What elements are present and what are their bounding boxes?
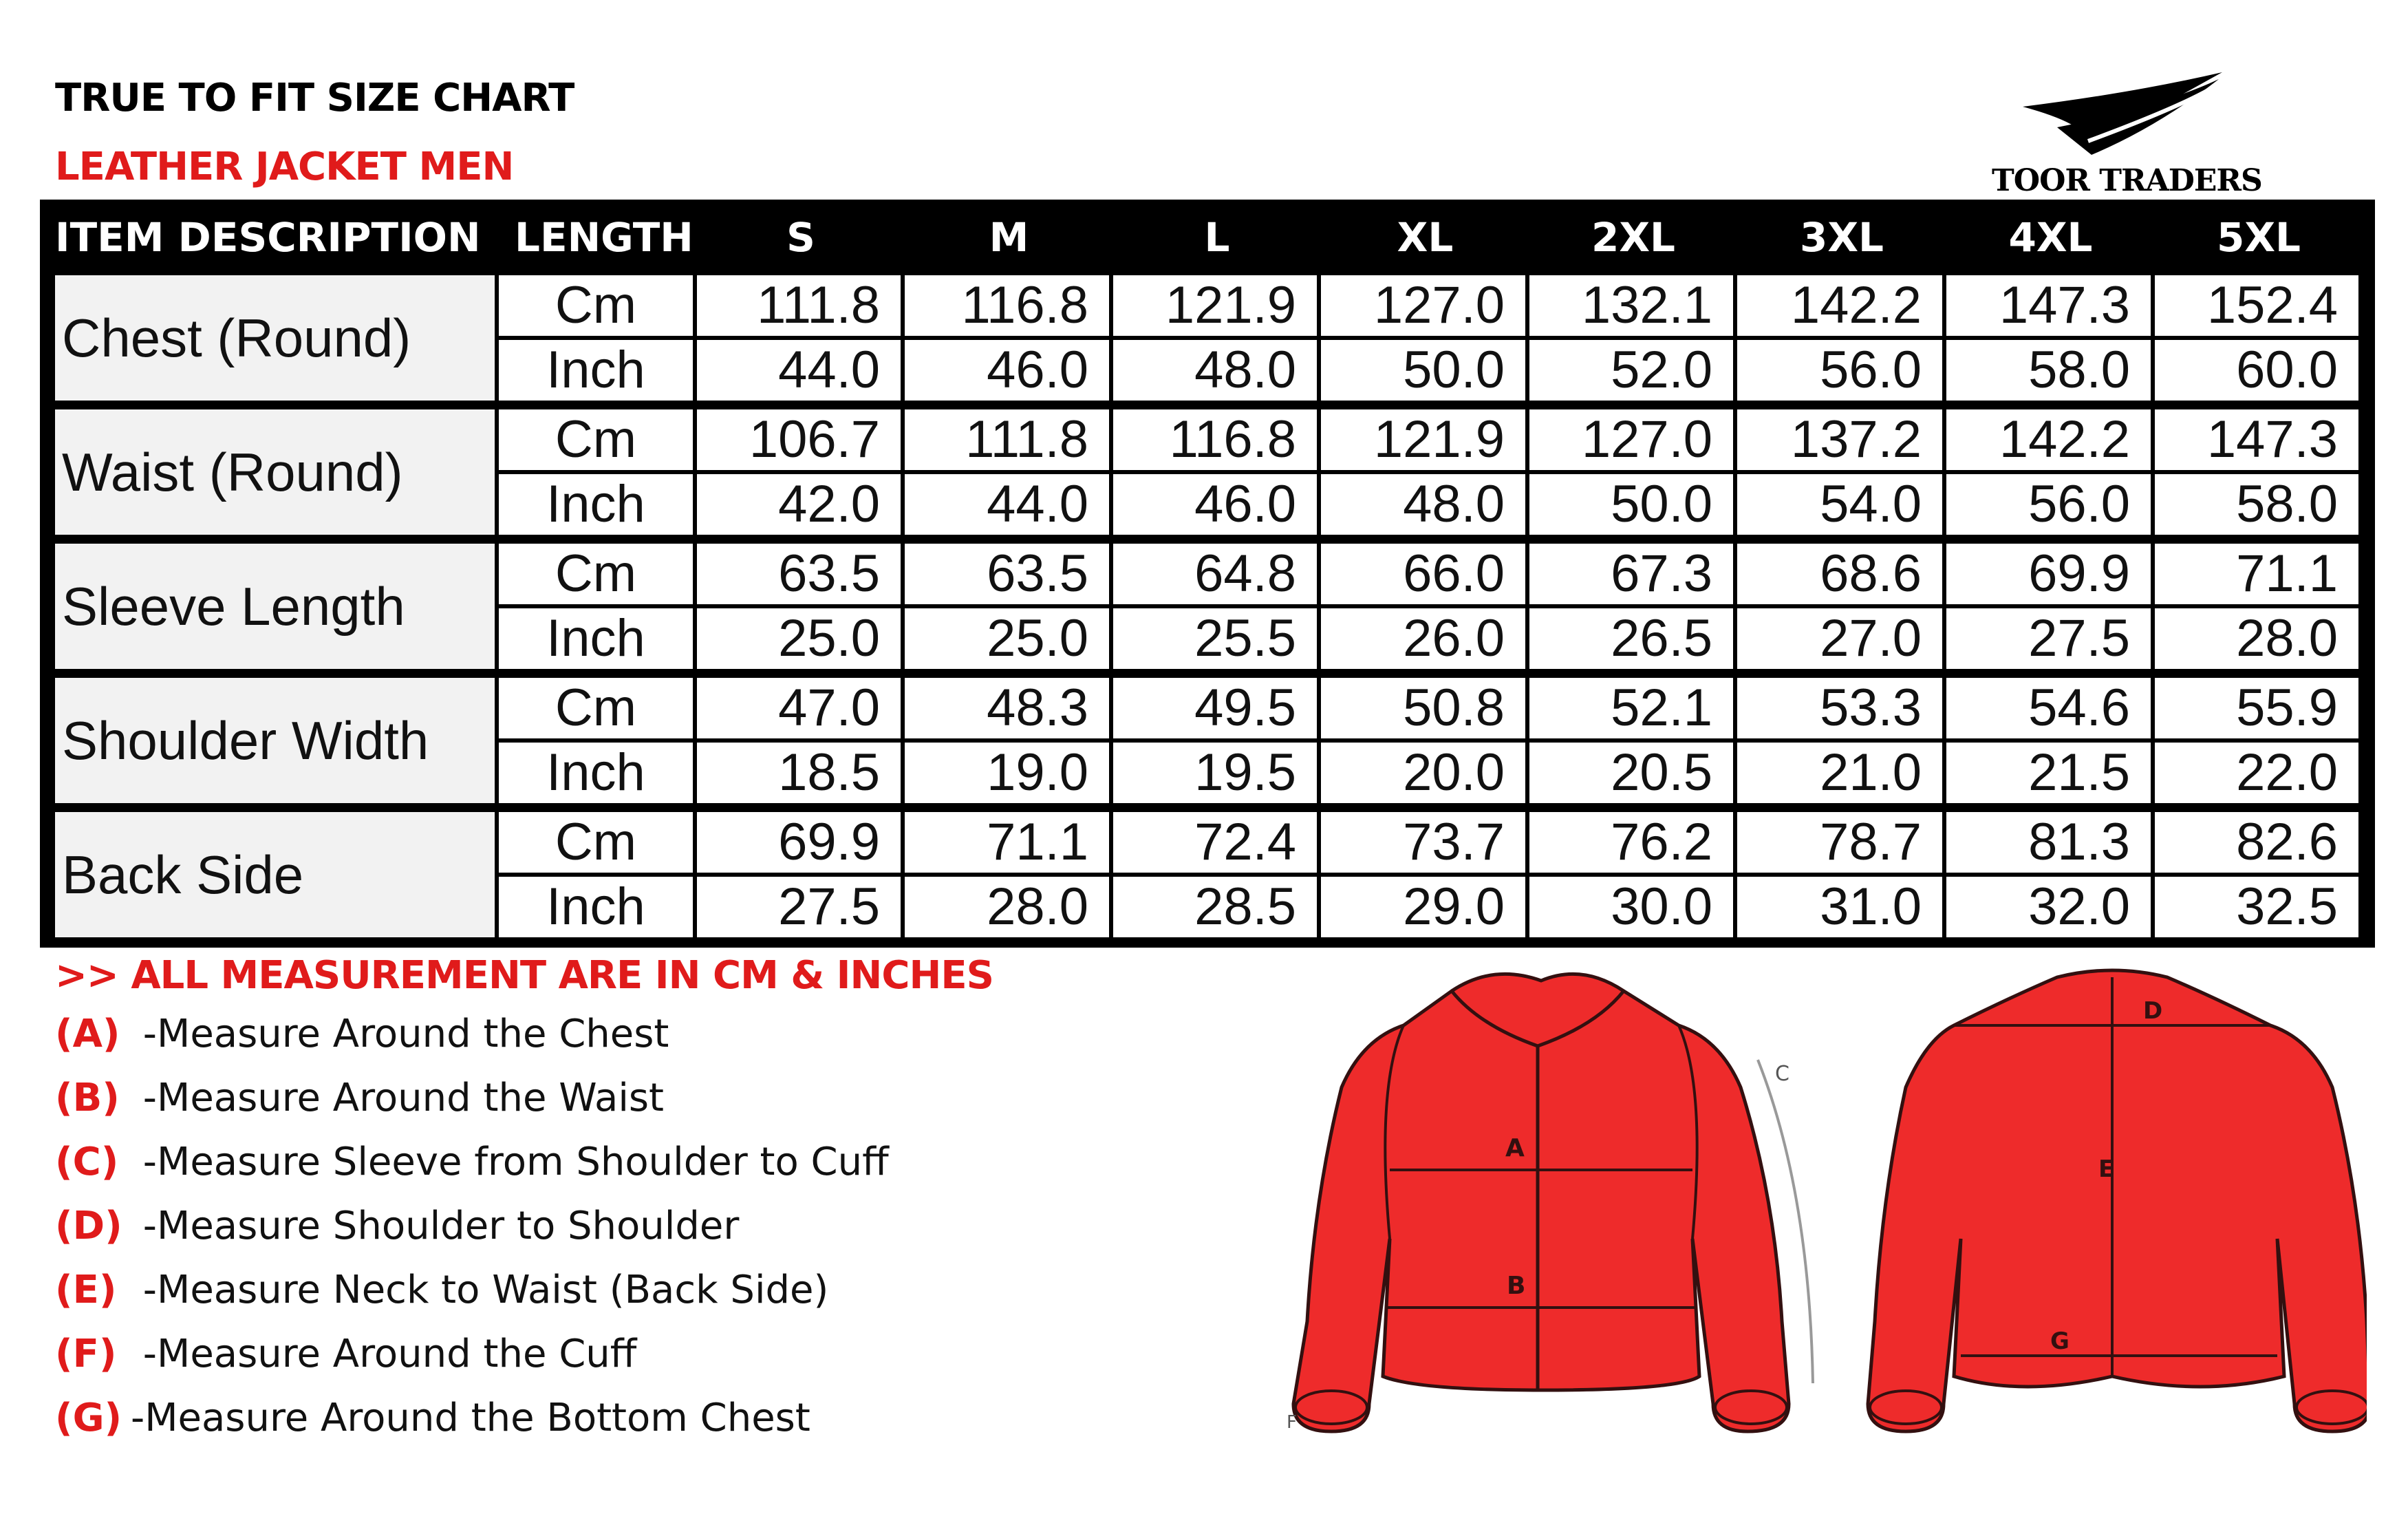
size-value-cell: 21.5 [1946, 743, 2151, 803]
size-value-cell: 48.0 [1113, 340, 1317, 401]
column-header: 4XL [2008, 214, 2093, 261]
legend-key: (E) [55, 1268, 117, 1312]
size-value-cell: 116.8 [905, 275, 1109, 336]
size-value-cell: 53.3 [1737, 678, 1942, 738]
size-value-cell: 142.2 [1737, 275, 1942, 336]
legend-item [55, 1268, 828, 1323]
size-value-cell: 64.8 [1113, 544, 1317, 604]
size-value-cell: 27.0 [1737, 608, 1942, 669]
size-value-cell: 127.0 [1529, 409, 1733, 470]
size-value-cell: 69.9 [697, 812, 901, 873]
size-value-cell: 31.0 [1737, 877, 1942, 937]
row-label: Shoulder Width [55, 678, 495, 803]
column-header: S [786, 214, 815, 261]
column-header: ITEM DESCRIPTION [55, 214, 481, 261]
column-header: 3XL [1799, 214, 1884, 261]
column-header: XL [1397, 214, 1454, 261]
size-value-cell: 142.2 [1946, 409, 2151, 470]
legend-text: -Measure Around the Cuff [131, 1332, 637, 1376]
column-header: LENGTH [515, 214, 694, 261]
jacket-diagram [1266, 950, 2367, 1473]
row-label: Chest (Round) [55, 275, 495, 401]
legend-text: -Measure Neck to Waist (Back Side) [131, 1268, 829, 1312]
unit-cell: Inch [499, 743, 693, 803]
legend-item [55, 1012, 669, 1067]
size-value-cell: 44.0 [697, 340, 901, 401]
column-header: 5XL [2216, 214, 2301, 261]
size-value-cell: 19.5 [1113, 743, 1317, 803]
label-d: D [2143, 997, 2163, 1025]
size-value-cell: 69.9 [1946, 544, 2151, 604]
size-value-cell: 111.8 [905, 409, 1109, 470]
logo-swoosh-icon [1981, 65, 2284, 162]
size-value-cell: 47.0 [697, 678, 901, 738]
size-value-cell: 50.8 [1321, 678, 1525, 738]
size-value-cell: 71.1 [905, 812, 1109, 873]
legend-item [55, 1204, 739, 1259]
legend-key: (C) [55, 1140, 119, 1184]
unit-cell: Cm [499, 812, 693, 873]
size-value-cell: 20.5 [1529, 743, 1733, 803]
size-value-cell: 32.0 [1946, 877, 2151, 937]
measurement-note: >> ALL MEASUREMENT ARE IN CM & INCHES [55, 953, 993, 998]
size-value-cell: 137.2 [1737, 409, 1942, 470]
label-e: E [2098, 1155, 2115, 1183]
size-value-cell: 72.4 [1113, 812, 1317, 873]
legend-key: (G) [55, 1396, 122, 1440]
size-value-cell: 106.7 [697, 409, 901, 470]
size-value-cell: 25.0 [905, 608, 1109, 669]
unit-cell: Cm [499, 544, 693, 604]
brand-name: TOOR TRADERS [1992, 163, 2262, 198]
size-value-cell: 58.0 [1946, 340, 2151, 401]
size-value-cell: 50.0 [1321, 340, 1525, 401]
legend-text: -Measure Sleeve from Shoulder to Cuff [131, 1140, 889, 1184]
size-value-cell: 27.5 [697, 877, 901, 937]
size-value-cell: 116.8 [1113, 409, 1317, 470]
size-value-cell: 71.1 [2155, 544, 2358, 604]
row-label: Back Side [55, 812, 495, 937]
legend-text: -Measure Around the Bottom Chest [131, 1396, 810, 1440]
legend-item [55, 1140, 889, 1195]
size-value-cell: 56.0 [1737, 340, 1942, 401]
size-value-cell: 60.0 [2155, 340, 2358, 401]
legend-item [55, 1076, 664, 1131]
size-value-cell: 28.0 [2155, 608, 2358, 669]
size-value-cell: 52.0 [1529, 340, 1733, 401]
legend-key: (F) [55, 1332, 117, 1376]
size-value-cell: 29.0 [1321, 877, 1525, 937]
size-value-cell: 66.0 [1321, 544, 1525, 604]
size-value-cell: 21.0 [1737, 743, 1942, 803]
size-value-cell: 48.3 [905, 678, 1109, 738]
label-f: F [1287, 1412, 1297, 1433]
brand-logo [1981, 65, 2284, 203]
unit-cell: Inch [499, 608, 693, 669]
jacket-illustration [1266, 950, 2367, 1473]
size-value-cell: 147.3 [1946, 275, 2151, 336]
size-value-cell: 121.9 [1321, 409, 1525, 470]
size-value-cell: 111.8 [697, 275, 901, 336]
size-value-cell: 76.2 [1529, 812, 1733, 873]
size-value-cell: 27.5 [1946, 608, 2151, 669]
row-label: Sleeve Length [55, 544, 495, 669]
size-value-cell: 28.5 [1113, 877, 1317, 937]
legend-text: -Measure Around the Chest [131, 1012, 669, 1056]
unit-cell: Cm [499, 275, 693, 336]
size-value-cell: 25.0 [697, 608, 901, 669]
size-value-cell: 82.6 [2155, 812, 2358, 873]
size-value-cell: 58.0 [2155, 474, 2358, 535]
size-value-cell: 48.0 [1321, 474, 1525, 535]
size-value-cell: 147.3 [2155, 409, 2358, 470]
size-value-cell: 56.0 [1946, 474, 2151, 535]
label-b: B [1507, 1272, 1526, 1300]
size-value-cell: 19.0 [905, 743, 1109, 803]
size-value-cell: 54.6 [1946, 678, 2151, 738]
legend-item [55, 1396, 810, 1451]
size-value-cell: 32.5 [2155, 877, 2358, 937]
size-value-cell: 18.5 [697, 743, 901, 803]
size-value-cell: 20.0 [1321, 743, 1525, 803]
page-subtitle: LEATHER JACKET MEN [55, 145, 514, 189]
size-value-cell: 63.5 [697, 544, 901, 604]
column-header: M [989, 214, 1029, 261]
size-value-cell: 152.4 [2155, 275, 2358, 336]
unit-cell: Cm [499, 678, 693, 738]
size-value-cell: 46.0 [905, 340, 1109, 401]
size-value-cell: 44.0 [905, 474, 1109, 535]
label-a: A [1505, 1134, 1525, 1162]
size-value-cell: 22.0 [2155, 743, 2358, 803]
label-c: C [1775, 1062, 1789, 1086]
size-value-cell: 42.0 [697, 474, 901, 535]
column-header: 2XL [1591, 214, 1676, 261]
size-value-cell: 81.3 [1946, 812, 2151, 873]
label-g: G [2050, 1328, 2070, 1355]
legend-key: (D) [55, 1204, 122, 1248]
legend-item [55, 1332, 636, 1387]
size-value-cell: 30.0 [1529, 877, 1733, 937]
size-value-cell: 28.0 [905, 877, 1109, 937]
size-value-cell: 26.0 [1321, 608, 1525, 669]
unit-cell: Inch [499, 340, 693, 401]
size-value-cell: 54.0 [1737, 474, 1942, 535]
size-table-grid [40, 200, 2375, 948]
size-value-cell: 132.1 [1529, 275, 1733, 336]
legend-key: (A) [55, 1012, 120, 1056]
size-table [40, 200, 2375, 948]
unit-cell: Cm [499, 409, 693, 470]
size-value-cell: 46.0 [1113, 474, 1317, 535]
size-value-cell: 26.5 [1529, 608, 1733, 669]
column-header: L [1204, 214, 1230, 261]
size-value-cell: 52.1 [1529, 678, 1733, 738]
legend-text: -Measure Shoulder to Shoulder [131, 1204, 740, 1248]
size-value-cell: 78.7 [1737, 812, 1942, 873]
jacket-front-icon [1287, 974, 1813, 1433]
unit-cell: Inch [499, 474, 693, 535]
size-value-cell: 25.5 [1113, 608, 1317, 669]
legend-key: (B) [55, 1076, 120, 1120]
unit-cell: Inch [499, 877, 693, 937]
jacket-back-icon [1868, 970, 2367, 1431]
legend-text: -Measure Around the Waist [131, 1076, 665, 1120]
size-value-cell: 68.6 [1737, 544, 1942, 604]
size-value-cell: 50.0 [1529, 474, 1733, 535]
size-value-cell: 49.5 [1113, 678, 1317, 738]
size-value-cell: 121.9 [1113, 275, 1317, 336]
size-value-cell: 55.9 [2155, 678, 2358, 738]
size-value-cell: 63.5 [905, 544, 1109, 604]
size-value-cell: 73.7 [1321, 812, 1525, 873]
size-value-cell: 67.3 [1529, 544, 1733, 604]
row-label: Waist (Round) [55, 409, 495, 535]
size-value-cell: 127.0 [1321, 275, 1525, 336]
page-title: TRUE TO FIT SIZE CHART [55, 76, 574, 120]
